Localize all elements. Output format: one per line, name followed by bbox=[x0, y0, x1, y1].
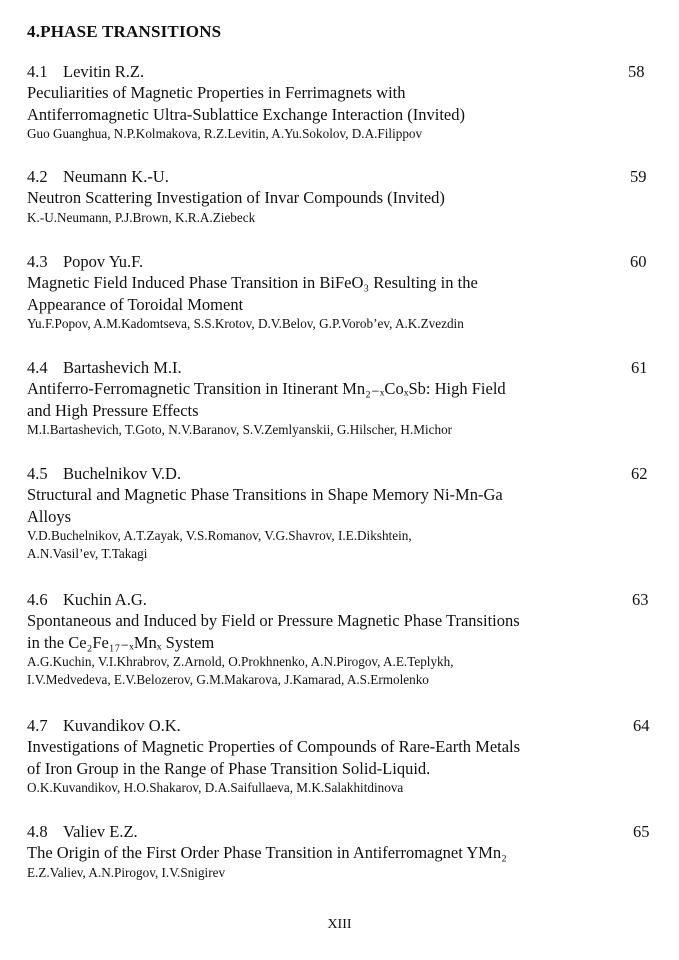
entry-heading bbox=[27, 357, 657, 378]
entry-number: 4.4 bbox=[27, 358, 48, 377]
entry-authors-line: Yu.F.Popov, A.M.Kadomtseva, S.S.Krotov, D.V.Belov, G.P.Vorob’ev, A.K.Zvezdin bbox=[27, 316, 464, 331]
entry-authors-line: A.G.Kuchin, V.I.Khrabrov, Z.Arnold, O.Prokhnenko, A.N.Pirogov, A.E.Teplykh, bbox=[27, 654, 454, 669]
entry-number: 4.2 bbox=[27, 167, 48, 186]
entry-number: 4.1 bbox=[27, 62, 48, 81]
entry-heading bbox=[27, 251, 657, 272]
entry-authors bbox=[27, 779, 627, 797]
entry-authors-line: V.D.Buchelnikov, A.T.Zayak, V.S.Romanov, V.G.Shavrov, I.E.Dikshtein, bbox=[27, 528, 412, 543]
toc-entry-4-7 bbox=[27, 715, 657, 797]
entry-title-line: Antiferro-Ferromagnetic Transition in Itinerant Mn₂₋ₓCoₓSb: High Field bbox=[27, 379, 506, 398]
entry-number: 4.6 bbox=[27, 590, 48, 609]
entry-title bbox=[27, 484, 627, 527]
entry-heading bbox=[27, 463, 657, 484]
toc-entry-4-8 bbox=[27, 821, 657, 882]
entry-authors bbox=[27, 315, 627, 333]
entry-title-line: Peculiarities of Magnetic Properties in Ferrimagnets with bbox=[27, 83, 406, 102]
entry-speaker: Popov Yu.F. bbox=[63, 252, 144, 271]
entry-authors bbox=[27, 125, 627, 143]
toc-entry-4-2 bbox=[27, 166, 657, 227]
entry-authors-line: O.K.Kuvandikov, H.O.Shakarov, D.A.Saifullaeva, M.K.Salakhitdinova bbox=[27, 780, 404, 795]
section-title: 4.PHASE TRANSITIONS bbox=[27, 22, 222, 41]
entry-page-number: 61 bbox=[631, 358, 648, 377]
entry-authors bbox=[27, 653, 627, 689]
toc-entry-4-5 bbox=[27, 463, 657, 563]
entry-page-number: 63 bbox=[632, 590, 649, 609]
entry-page-number: 62 bbox=[631, 464, 648, 483]
entry-title-line: Structural and Magnetic Phase Transitions in Shape Memory Ni-Mn-Ga bbox=[27, 485, 503, 504]
entry-page-number: 65 bbox=[633, 822, 650, 841]
toc-entry-4-4 bbox=[27, 357, 657, 439]
entry-title bbox=[27, 378, 627, 421]
entry-title bbox=[27, 736, 627, 779]
entry-page-number: 58 bbox=[628, 62, 645, 81]
entry-speaker: Bartashevich M.I. bbox=[63, 358, 182, 377]
entry-heading bbox=[27, 61, 657, 82]
entry-speaker: Valiev E.Z. bbox=[63, 822, 138, 841]
entry-number: 4.8 bbox=[27, 822, 48, 841]
entry-heading bbox=[27, 715, 657, 736]
entry-number: 4.5 bbox=[27, 464, 48, 483]
entry-title-line: Neutron Scattering Investigation of Invar Compounds (Invited) bbox=[27, 188, 445, 207]
entry-number: 4.7 bbox=[27, 716, 48, 735]
entry-title bbox=[27, 842, 627, 864]
entry-authors-line: I.V.Medvedeva, E.V.Belozerov, G.M.Makarova, J.Kamarad, A.S.Ermolenko bbox=[27, 672, 429, 687]
entry-title bbox=[27, 272, 627, 315]
entry-authors-line: Guo Guanghua, N.P.Kolmakova, R.Z.Levitin, A.Yu.Sokolov, D.A.Filippov bbox=[27, 126, 423, 141]
entry-authors bbox=[27, 209, 627, 227]
entry-speaker: Buchelnikov V.D. bbox=[63, 464, 182, 483]
entry-page-number: 59 bbox=[630, 167, 647, 186]
entry-title-line: The Origin of the First Order Phase Transition in Antiferromagnet YMn₂ bbox=[27, 843, 507, 862]
entry-title-line: Spontaneous and Induced by Field or Pressure Magnetic Phase Transitions bbox=[27, 611, 520, 630]
entry-authors bbox=[27, 864, 627, 882]
entry-title bbox=[27, 610, 627, 653]
entry-speaker: Kuvandikov O.K. bbox=[63, 716, 181, 735]
toc-entry-4-6 bbox=[27, 589, 657, 689]
entry-title-line: in the Ce₂Fe₁₇₋ₓMnₓ System bbox=[27, 632, 215, 652]
entry-page-number: 64 bbox=[633, 716, 650, 735]
entry-authors-line: M.I.Bartashevich, T.Goto, N.V.Baranov, S.V.Zemlyanskii, G.Hilscher, H.Michor bbox=[27, 422, 453, 437]
entry-title bbox=[27, 187, 627, 209]
entry-heading bbox=[27, 821, 657, 842]
toc-entry-4-1 bbox=[27, 61, 657, 143]
entry-heading bbox=[27, 589, 657, 610]
entry-number: 4.3 bbox=[27, 252, 48, 271]
entry-page-number: 60 bbox=[630, 252, 647, 271]
page-footer-number: XIII bbox=[327, 917, 352, 932]
entry-title-line: Magnetic Field Induced Phase Transition in BiFeO₃ Resulting in the bbox=[27, 273, 478, 292]
entry-authors-line: A.N.Vasil’ev, T.Takagi bbox=[27, 546, 148, 561]
entry-title-line: Appearance of Toroidal Moment bbox=[27, 294, 244, 314]
entry-title bbox=[27, 82, 627, 125]
entry-title-line: of Iron Group in the Range of Phase Transition Solid-Liquid. bbox=[27, 758, 431, 778]
entry-authors bbox=[27, 421, 627, 439]
entry-title-line: and High Pressure Effects bbox=[27, 400, 199, 420]
entry-speaker: Neumann K.-U. bbox=[63, 167, 169, 186]
entry-title-line: Alloys bbox=[27, 506, 72, 526]
toc-entry-4-3 bbox=[27, 251, 657, 333]
entry-title-line: Antiferromagnetic Ultra-Sublattice Exchange Interaction (Invited) bbox=[27, 104, 465, 124]
entry-speaker: Kuchin A.G. bbox=[63, 590, 147, 609]
entry-authors bbox=[27, 527, 627, 563]
entry-authors-line: K.-U.Neumann, P.J.Brown, K.R.A.Ziebeck bbox=[27, 209, 256, 225]
entry-heading bbox=[27, 166, 657, 187]
entry-authors-line: E.Z.Valiev, A.N.Pirogov, I.V.Snigirev bbox=[27, 864, 226, 880]
entry-speaker: Levitin R.Z. bbox=[63, 62, 145, 81]
entry-title-line: Investigations of Magnetic Properties of Compounds of Rare-Earth Metals bbox=[27, 737, 521, 756]
